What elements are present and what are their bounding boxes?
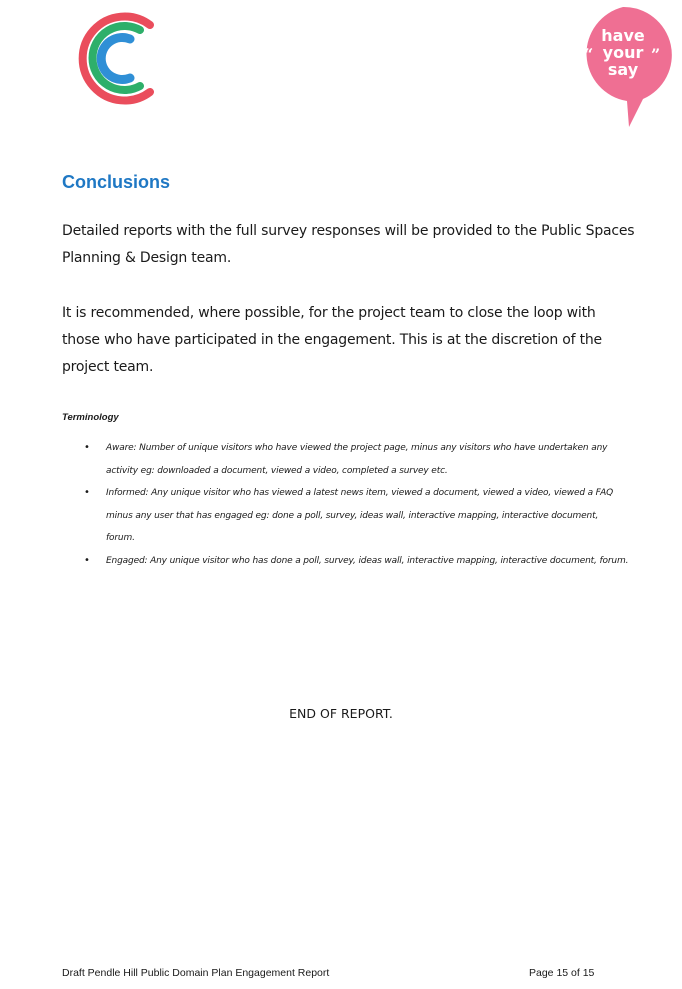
bullet-icon: •: [84, 442, 90, 453]
terminology-item-informed: [84, 482, 629, 550]
terminology-item-engaged: [84, 550, 629, 573]
terminology-item-aware: [84, 437, 629, 482]
logo-blue-arc: [101, 38, 130, 80]
quote-open-icon: “: [584, 45, 594, 64]
quote-close-icon: ”: [651, 45, 661, 64]
section-heading: Conclusions: [62, 172, 171, 192]
paragraph-reports: Detailed reports with the full survey responses will be provided to the Public Spaces Planning & Design team.: [62, 223, 635, 266]
paragraph-recommendation: It is recommended, where possible, for the project team to close the loop with those who have participated in the engagement. This is at the discretion of the project team.: [62, 305, 602, 375]
footer-document-title: Draft Pendle Hill Public Domain Plan Engagement Report: [62, 967, 330, 979]
terminology-item-text: Informed: Any unique visitor who has viewed a latest news item, viewed a document, viewed a video, viewed a FAQ minus any user that has engaged eg: done a poll, survey, ideas wall, interactive mapping, interactive document, forum.: [106, 488, 614, 543]
logo-line-3: say: [607, 60, 639, 79]
logo-line-2: your: [602, 43, 644, 62]
footer-page-number: Page 15 of 15: [529, 967, 595, 979]
end-of-report-text: END OF REPORT.: [289, 706, 393, 721]
have-your-say-logo-icon: [573, 5, 673, 130]
terminology-heading: Terminology: [62, 412, 119, 423]
logo-line-1: have: [601, 26, 645, 45]
terminology-list: [84, 437, 629, 572]
bullet-icon: •: [84, 487, 90, 498]
council-logo-icon: [66, 8, 158, 108]
bullet-icon: •: [84, 554, 90, 566]
terminology-item-text: Engaged: Any unique visitor who has done a poll, survey, ideas wall, interactive mapping, interactive document, forum.: [106, 555, 629, 566]
terminology-item-text: Aware: Number of unique visitors who have viewed the project page, minus any visitors who have undertaken any activity eg: downloaded a document, viewed a video, completed a survey etc.: [106, 443, 608, 476]
